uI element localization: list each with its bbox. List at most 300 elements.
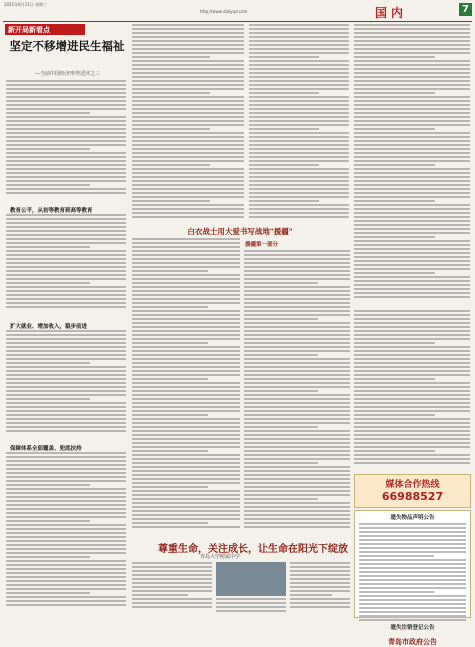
text-line <box>359 607 466 609</box>
text-line <box>132 362 240 364</box>
text-line <box>354 216 470 218</box>
text-line <box>290 586 350 588</box>
text-line <box>6 584 126 586</box>
text-line <box>249 100 349 102</box>
text-line <box>132 298 240 300</box>
text-line <box>359 615 466 617</box>
text-line <box>6 342 126 344</box>
text-line <box>244 326 350 328</box>
commentary-text-3 <box>6 330 126 440</box>
text-line <box>244 362 350 364</box>
text-line <box>354 248 470 250</box>
text-line <box>6 168 126 170</box>
text-line <box>354 244 470 246</box>
text-line <box>249 192 349 194</box>
text-line <box>249 40 349 42</box>
text-line <box>132 574 212 576</box>
text-line <box>6 116 126 118</box>
text-line <box>249 156 349 158</box>
text-line <box>354 48 470 50</box>
text-line <box>244 526 350 528</box>
text-line <box>244 422 350 424</box>
text-line <box>6 104 126 106</box>
text-lines <box>290 562 350 608</box>
ad-phone: 66988527 <box>381 490 444 503</box>
text-line <box>132 28 244 30</box>
text-line <box>359 587 466 589</box>
text-line <box>249 140 349 142</box>
text-line <box>132 84 244 86</box>
header-rule <box>3 21 472 22</box>
text-line <box>354 52 470 54</box>
text-line <box>290 594 332 596</box>
text-line <box>132 238 240 240</box>
text-line <box>354 36 470 38</box>
feature-title: 尊重生命，关注成长，让生命在阳光下绽放 <box>158 544 348 555</box>
text-line <box>6 222 126 224</box>
text-line <box>132 418 240 420</box>
text-line <box>354 92 435 94</box>
text-line <box>244 390 318 392</box>
text-line <box>132 92 210 94</box>
text-line <box>6 414 126 416</box>
text-line <box>6 500 126 502</box>
text-line <box>132 326 240 328</box>
text-line <box>6 426 126 428</box>
text-line <box>132 382 240 384</box>
notice-title-3: 青岛市政府公告 <box>388 638 437 646</box>
text-line <box>6 476 126 478</box>
notice-title: 遗失物品声明公告 <box>390 515 435 521</box>
text-line <box>244 378 350 380</box>
text-line <box>354 32 470 34</box>
text-line <box>132 490 240 492</box>
text-line <box>6 564 126 566</box>
text-line <box>244 366 350 368</box>
text-line <box>354 346 470 348</box>
text-line <box>132 282 240 284</box>
text-line <box>132 430 240 432</box>
text-lines <box>6 80 126 194</box>
text-line <box>354 44 470 46</box>
text-line <box>354 288 470 290</box>
text-line <box>354 292 470 294</box>
text-line <box>249 144 349 146</box>
text-line <box>359 543 466 545</box>
text-line <box>132 160 244 162</box>
text-line <box>249 172 349 174</box>
text-line <box>359 539 466 541</box>
text-line <box>244 358 350 360</box>
text-line <box>132 246 240 248</box>
text-line <box>354 128 435 130</box>
text-line <box>354 188 470 190</box>
text-line <box>132 566 212 568</box>
text-line <box>6 156 126 158</box>
text-line <box>244 462 318 464</box>
text-line <box>132 522 208 524</box>
text-line <box>244 282 318 284</box>
text-line <box>132 132 244 134</box>
text-line <box>354 132 470 134</box>
text-line <box>249 120 349 122</box>
ad-banner[interactable] <box>354 474 471 508</box>
text-line <box>132 346 240 348</box>
text-line <box>132 108 244 110</box>
text-line <box>132 462 240 464</box>
middle-article-subhead-1: 援疆第一部分 <box>245 242 279 248</box>
text-line <box>132 290 240 292</box>
text-line <box>132 414 208 416</box>
text-line <box>244 274 350 276</box>
text-line <box>249 28 349 30</box>
text-line <box>244 250 350 252</box>
text-line <box>132 310 240 312</box>
text-line <box>132 494 240 496</box>
text-line <box>249 56 319 58</box>
text-line <box>132 422 240 424</box>
text-line <box>354 176 470 178</box>
text-line <box>6 238 126 240</box>
text-line <box>132 128 210 130</box>
text-line <box>244 254 350 256</box>
text-line <box>354 200 435 202</box>
text-line <box>249 32 349 34</box>
text-line <box>359 559 466 561</box>
text-line <box>216 602 286 604</box>
text-line <box>132 402 240 404</box>
commentary-subhead-2: 扩大就业、增加收入，稳步前进 <box>10 324 88 330</box>
text-line <box>354 224 470 226</box>
text-line <box>249 60 349 62</box>
text-line <box>6 286 126 288</box>
text-line <box>244 406 350 408</box>
text-line <box>132 258 240 260</box>
text-line <box>290 582 350 584</box>
text-line <box>6 218 126 220</box>
text-line <box>249 176 349 178</box>
text-line <box>354 60 470 62</box>
text-line <box>354 366 470 368</box>
text-line <box>354 256 470 258</box>
text-line <box>354 284 470 286</box>
text-line <box>6 398 90 400</box>
text-line <box>132 180 244 182</box>
text-line <box>354 140 470 142</box>
text-line <box>354 296 470 298</box>
text-line <box>354 80 470 82</box>
text-line <box>249 48 349 50</box>
text-line <box>249 124 349 126</box>
notice-lines <box>355 521 470 623</box>
text-line <box>244 450 350 452</box>
text-line <box>244 402 350 404</box>
text-line <box>249 188 349 190</box>
notice-title-2: 遗失注销登记公告 <box>390 625 435 631</box>
text-line <box>132 342 208 344</box>
text-line <box>290 562 350 564</box>
text-line <box>6 88 126 90</box>
text-line <box>354 172 470 174</box>
text-line <box>132 506 240 508</box>
text-line <box>244 398 350 400</box>
text-line <box>6 512 126 514</box>
text-line <box>249 180 349 182</box>
text-line <box>132 120 244 122</box>
page-number-badge: 7 <box>459 3 472 16</box>
text-line <box>132 44 244 46</box>
text-line <box>132 156 244 158</box>
text-line <box>6 290 126 292</box>
text-line <box>359 563 466 565</box>
text-line <box>132 570 212 572</box>
text-line <box>132 582 212 584</box>
text-line <box>244 334 350 336</box>
text-line <box>6 430 126 432</box>
text-line <box>354 228 470 230</box>
text-line <box>132 458 240 460</box>
text-line <box>244 346 350 348</box>
text-line <box>6 406 126 408</box>
text-line <box>132 526 240 528</box>
text-line <box>132 254 240 256</box>
text-line <box>354 252 470 254</box>
text-line <box>6 402 126 404</box>
text-line <box>249 112 349 114</box>
text-line <box>359 551 466 553</box>
text-line <box>359 531 466 533</box>
center-text-top <box>249 24 349 224</box>
text-line <box>6 160 126 162</box>
text-line <box>6 382 126 384</box>
text-line <box>6 176 126 178</box>
text-line <box>132 454 240 456</box>
text-line <box>132 498 240 500</box>
text-line <box>6 596 126 598</box>
text-line <box>6 226 126 228</box>
text-line <box>290 574 350 576</box>
text-lines <box>132 562 212 608</box>
text-line <box>359 599 466 601</box>
text-lines <box>244 250 350 528</box>
text-line <box>132 590 212 592</box>
text-line <box>249 212 349 214</box>
text-line <box>6 124 126 126</box>
text-line <box>6 520 90 522</box>
section-title: 国内 <box>375 6 408 20</box>
text-line <box>132 518 240 520</box>
text-line <box>354 108 470 110</box>
text-line <box>249 160 349 162</box>
text-line <box>132 322 240 324</box>
text-line <box>132 578 212 580</box>
text-line <box>249 152 349 154</box>
text-line <box>244 502 350 504</box>
text-line <box>132 354 240 356</box>
text-line <box>249 204 349 206</box>
text-line <box>6 378 126 380</box>
text-line <box>132 60 244 62</box>
text-line <box>244 322 350 324</box>
text-line <box>6 540 126 542</box>
text-line <box>132 606 212 608</box>
text-line <box>244 510 350 512</box>
text-line <box>244 394 350 396</box>
text-line <box>132 266 240 268</box>
text-line <box>354 88 470 90</box>
text-line <box>132 334 240 336</box>
text-line <box>244 494 350 496</box>
text-line <box>6 588 126 590</box>
text-line <box>132 270 208 272</box>
right-text-mid <box>354 310 470 470</box>
text-line <box>249 216 349 218</box>
text-line <box>359 555 434 557</box>
text-line <box>354 116 470 118</box>
text-line <box>132 358 240 360</box>
text-line <box>354 334 470 336</box>
text-line <box>6 278 126 280</box>
text-line <box>249 96 349 98</box>
text-line <box>354 72 470 74</box>
text-line <box>6 492 126 494</box>
text-lines <box>6 214 126 308</box>
text-line <box>354 330 470 332</box>
text-line <box>6 262 126 264</box>
text-line <box>6 144 126 146</box>
text-line <box>244 318 318 320</box>
text-line <box>6 108 126 110</box>
text-line <box>132 262 240 264</box>
text-lines <box>6 452 126 606</box>
text-line <box>244 470 350 472</box>
text-line <box>6 330 126 332</box>
text-line <box>6 504 126 506</box>
text-line <box>6 184 90 186</box>
text-line <box>132 192 244 194</box>
text-line <box>132 442 240 444</box>
text-line <box>290 570 350 572</box>
text-line <box>132 152 244 154</box>
text-line <box>354 410 470 412</box>
text-line <box>244 522 350 524</box>
text-line <box>6 532 126 534</box>
text-line <box>244 354 318 356</box>
text-line <box>354 442 470 444</box>
text-line <box>249 116 349 118</box>
text-line <box>244 438 350 440</box>
text-line <box>132 32 244 34</box>
text-line <box>354 64 470 66</box>
text-line <box>290 602 350 604</box>
text-line <box>132 314 240 316</box>
text-line <box>354 164 435 166</box>
text-line <box>132 338 240 340</box>
text-line <box>244 410 350 412</box>
website-url[interactable]: http://www.dailyqd.com <box>200 9 248 14</box>
text-line <box>6 600 126 602</box>
text-line <box>354 160 470 162</box>
text-line <box>6 468 126 470</box>
text-line <box>6 508 126 510</box>
text-line <box>249 88 349 90</box>
text-line <box>354 220 470 222</box>
text-line <box>132 136 244 138</box>
text-line <box>132 140 244 142</box>
text-line <box>354 386 470 388</box>
text-line <box>216 606 286 608</box>
text-line <box>354 446 470 448</box>
text-line <box>132 510 240 512</box>
text-lines <box>132 238 240 528</box>
text-line <box>132 390 240 392</box>
text-line <box>244 414 350 416</box>
text-line <box>244 262 350 264</box>
middle-text-top <box>132 24 244 224</box>
text-line <box>132 24 244 26</box>
text-line <box>132 466 240 468</box>
text-line <box>354 276 470 278</box>
middle-article-text-1 <box>132 238 240 536</box>
text-line <box>249 92 319 94</box>
text-line <box>354 28 470 30</box>
text-line <box>132 446 240 448</box>
text-line <box>6 410 126 412</box>
text-line <box>132 52 244 54</box>
feature-text-3 <box>290 562 350 617</box>
text-line <box>354 268 470 270</box>
text-line <box>354 208 470 210</box>
text-line <box>244 518 350 520</box>
text-line <box>290 598 350 600</box>
text-line <box>6 164 126 166</box>
text-line <box>6 354 126 356</box>
text-line <box>6 552 126 554</box>
text-line <box>132 602 212 604</box>
text-line <box>354 454 470 456</box>
text-line <box>354 180 470 182</box>
text-line <box>354 326 470 328</box>
text-line <box>132 250 240 252</box>
text-lines <box>249 24 349 218</box>
text-line <box>132 116 244 118</box>
text-line <box>132 594 188 596</box>
text-line <box>354 458 470 460</box>
text-line <box>244 370 350 372</box>
text-line <box>6 390 126 392</box>
text-line <box>6 92 126 94</box>
text-line <box>244 302 350 304</box>
text-line <box>6 560 126 562</box>
text-line <box>354 76 470 78</box>
text-line <box>354 414 435 416</box>
text-line <box>132 318 240 320</box>
text-line <box>6 128 126 130</box>
text-line <box>249 128 319 130</box>
text-line <box>132 148 244 150</box>
text-line <box>132 196 244 198</box>
text-line <box>6 96 126 98</box>
text-line <box>6 370 126 372</box>
text-line <box>132 56 210 58</box>
text-line <box>244 466 350 468</box>
text-line <box>6 84 126 86</box>
text-line <box>249 24 349 26</box>
text-line <box>6 192 126 194</box>
text-line <box>132 40 244 42</box>
text-line <box>249 72 349 74</box>
text-line <box>354 272 435 274</box>
